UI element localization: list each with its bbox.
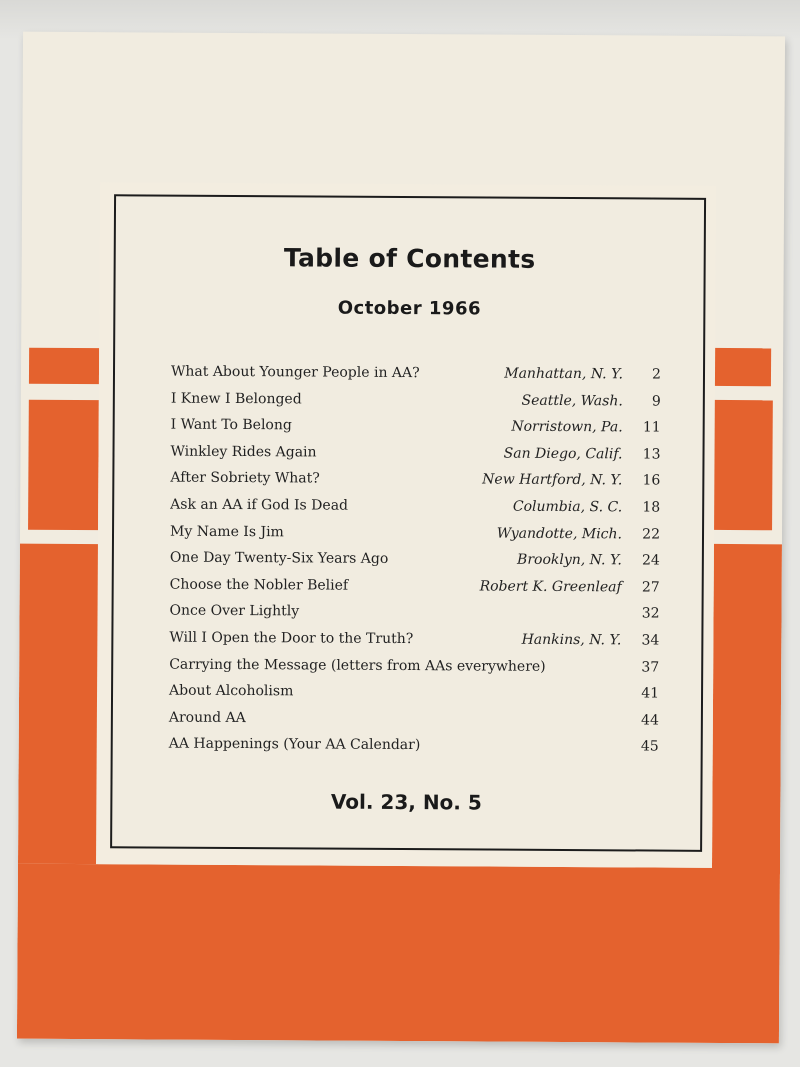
- entry-page: 34: [641, 632, 660, 649]
- entry-page: 2: [652, 366, 662, 383]
- entry-location: Norristown, Pa.: [511, 418, 623, 436]
- entry-page: 24: [641, 552, 660, 569]
- entry-page: 37: [641, 659, 660, 676]
- entry-page: 18: [642, 499, 661, 516]
- toc-list: [169, 364, 661, 766]
- toc-entry: [170, 443, 660, 473]
- toc-entry: [170, 550, 660, 580]
- entry-page: 16: [642, 472, 661, 489]
- entry-title: Winkley Rides Again: [170, 443, 317, 461]
- toc-entry: [170, 497, 660, 527]
- entry-location: Wyandotte, Mich.: [496, 525, 623, 542]
- toc-entry: [169, 630, 659, 660]
- entry-page: 13: [642, 446, 661, 463]
- toc-entry: [171, 417, 661, 447]
- entry-title: Choose the Nobler Belief: [169, 576, 349, 594]
- issue-date: October 1966: [337, 297, 482, 320]
- toc-entry: [169, 603, 659, 633]
- toc-entry: [169, 683, 659, 713]
- entry-page: 45: [640, 738, 659, 755]
- toc-entry: [169, 709, 659, 739]
- volume-number: Vol. 23, No. 5: [330, 789, 482, 815]
- entry-location: Hankins, N. Y.: [521, 631, 622, 649]
- toc-entry: [170, 523, 660, 553]
- entry-title: My Name Is Jim: [169, 523, 284, 540]
- entry-page: 27: [641, 579, 660, 596]
- entry-location: Columbia, S. C.: [512, 498, 623, 516]
- entry-title: Carrying the Message (letters from AAs everywhere): [169, 656, 546, 675]
- entry-title: I Knew I Belonged: [170, 390, 302, 407]
- entry-title: Will I Open the Door to the Truth?: [169, 629, 414, 648]
- toc-entry: [171, 364, 661, 394]
- entry-location: San Diego, Calif.: [503, 445, 623, 463]
- entry-location: Brooklyn, N. Y.: [517, 551, 622, 569]
- orange-block-left-middle: [28, 400, 99, 530]
- orange-block-right-middle: [712, 400, 773, 530]
- toc-entry: [169, 656, 659, 686]
- entry-title: About Alcoholism: [169, 682, 294, 700]
- entry-location: Robert K. Greenleaf: [479, 578, 622, 596]
- entry-page: 44: [641, 712, 659, 729]
- entry-title: What About Younger People in AA?: [170, 363, 420, 382]
- entry-title: One Day Twenty-Six Years Ago: [169, 549, 389, 568]
- toc-title: Table of Contents: [283, 243, 536, 274]
- entry-title: I Want To Belong: [170, 416, 292, 434]
- toc-entry: [169, 736, 659, 766]
- entry-title: After Sobriety What?: [170, 469, 320, 487]
- entry-page: 32: [641, 605, 660, 622]
- table-of-contents-box: [110, 194, 706, 852]
- toc-entry: [170, 576, 660, 606]
- orange-block-left-bottom: [18, 544, 100, 864]
- entry-page: 9: [651, 393, 661, 410]
- entry-title: Once Over Lightly: [169, 602, 300, 620]
- entry-location: New Hartford, N. Y.: [482, 471, 623, 489]
- entry-page: 41: [641, 685, 660, 702]
- orange-block-right-bottom: [712, 544, 782, 874]
- orange-block-left-top: [29, 348, 99, 384]
- entry-location: Manhattan, N. Y.: [504, 365, 624, 383]
- entry-title: AA Happenings (Your AA Calendar): [168, 735, 421, 754]
- magazine-back-cover: [17, 32, 785, 1044]
- entry-page: 22: [642, 526, 661, 543]
- entry-title: Ask an AA if God Is Dead: [170, 496, 349, 514]
- entry-location: Seattle, Wash.: [521, 392, 623, 409]
- entry-title: Around AA: [168, 709, 246, 726]
- entry-page: 11: [642, 419, 661, 436]
- orange-block-right-top: [711, 348, 771, 386]
- orange-band-bottom: [17, 864, 780, 1044]
- toc-entry: [170, 470, 660, 500]
- toc-entry: [171, 390, 661, 420]
